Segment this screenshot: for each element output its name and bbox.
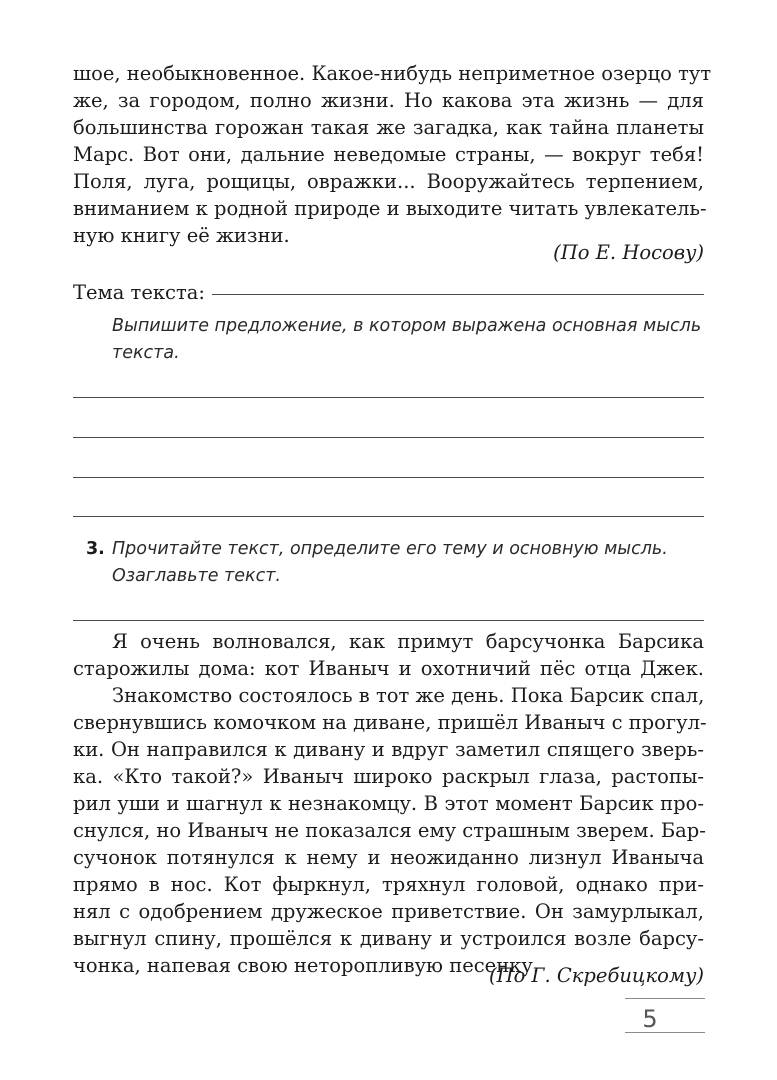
instruction-line: Прочитайте текст, определите его тему и основную мысль. [112, 539, 668, 559]
text-1-author: (По Е. Носову) [553, 241, 704, 264]
text-2-line: ки. Он направился к дивану и вдруг заметил спящего зверь- [73, 738, 704, 761]
answer-line[interactable] [73, 437, 704, 438]
page-number: 5 [642, 1005, 658, 1033]
answer-line[interactable] [73, 516, 704, 517]
text-2-line: прямо в нос. Кот фыркнул, тряхнул головой, однако при- [73, 873, 704, 896]
text-2-line: старожилы дома: кот Иваныч и охотничий пёс отца Джек. [73, 657, 704, 680]
text-2-line: ка. «Кто такой?» Иваныч широко раскрыл глаза, растопы- [73, 765, 704, 788]
text-2-line: свернувшись комочком на диване, пришёл Иваныч с прогул- [73, 711, 707, 734]
task-3-instruction [112, 536, 704, 590]
text-2-line: нял с одобрением дружеское приветствие. Он замурлыкал, [73, 900, 704, 923]
instruction-line: Выпишите предложение, в котором выражена основная мысль [112, 316, 702, 336]
text-2-line: сучонок потянулся к нему и неожиданно лизнул Иваныча [73, 846, 704, 869]
instruction-main-idea [112, 313, 704, 367]
text-1-line: Поля, луга, рощицы, овражки... Вооружайтесь терпением, [73, 170, 704, 193]
text-1-line: Марс. Вот они, дальние неведомые страны, — вокруг тебя! [73, 143, 704, 166]
answer-line[interactable] [73, 397, 704, 398]
text-2-line: Я очень волновался, как примут барсучонка Барсика [112, 630, 704, 653]
text-1-line: же, за городом, полно жизни. Но какова эта жизнь — для [73, 89, 704, 112]
instruction-line: Озаглавьте текст. [112, 566, 281, 586]
text-2-line: Знакомство состоялось в тот же день. Пока Барсик спал, [112, 684, 705, 707]
topic-label: Тема текста: [73, 281, 205, 304]
instruction-line: текста. [112, 343, 180, 363]
page-number-rule [625, 998, 705, 999]
text-2-line: чонка, напевая свою неторопливую песенку. [73, 954, 540, 977]
text-1-line: вниманием к родной природе и выходите читать увлекатель- [73, 197, 707, 220]
page-number-rule [625, 1032, 705, 1033]
text-2-line: рил уши и шагнул к незнакомцу. В этот момент Барсик про- [73, 792, 704, 815]
text-1-line: большинства горожан такая же загадка, как тайна планеты [73, 116, 704, 139]
topic-answer-line[interactable] [212, 294, 704, 295]
text-2-line: снулся, но Иваныч не показался ему страшным зверем. Бар- [73, 819, 706, 842]
answer-line[interactable] [73, 477, 704, 478]
task-number: 3. [86, 539, 105, 559]
text-2-author: (По Г. Скребицкому) [489, 964, 704, 987]
text-1-line: ную книгу её жизни. [73, 224, 290, 247]
text-2-line: выгнул спину, прошёлся к дивану и устроился возле барсу- [73, 927, 704, 950]
title-answer-line[interactable] [73, 620, 704, 621]
text-1-line: шое, необыкновенное. Какое-нибудь неприметное озерцо тут [73, 62, 712, 85]
